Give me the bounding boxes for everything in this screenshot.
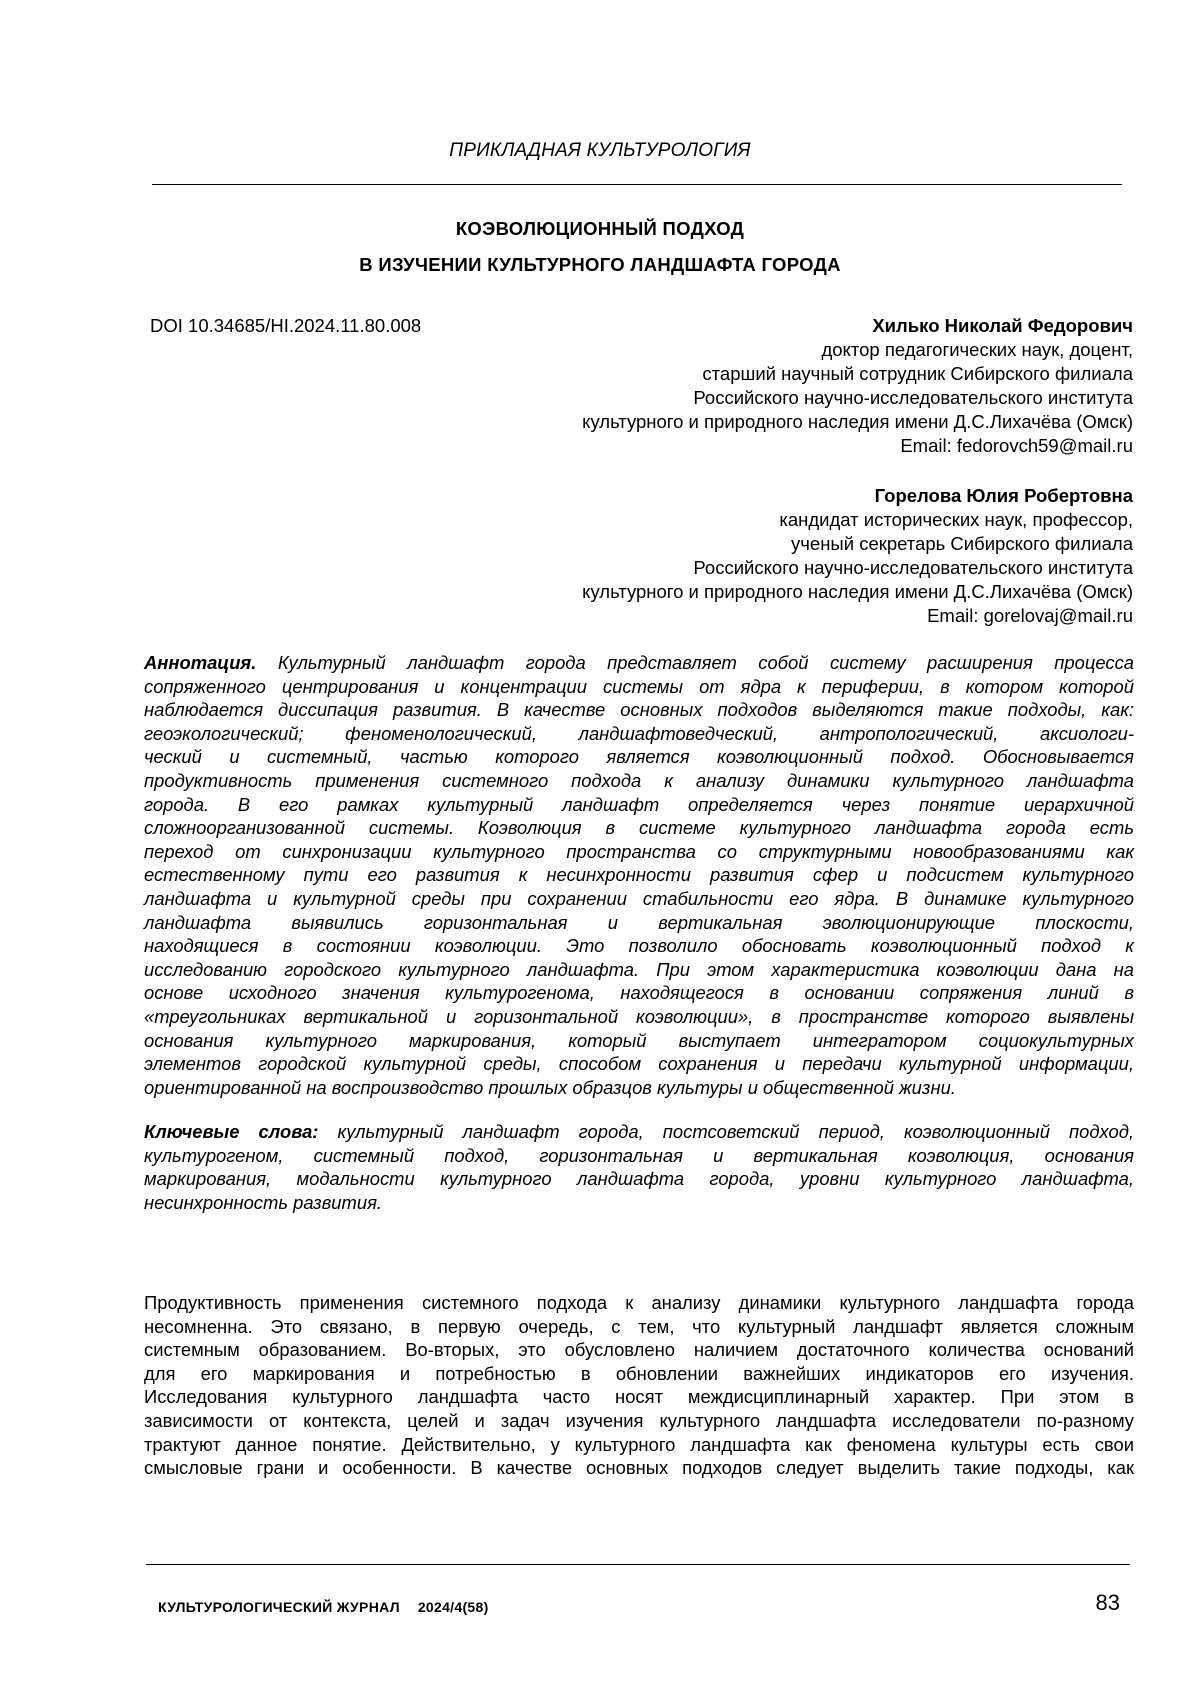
keywords-line (144, 1120, 1134, 1144)
header-rule (152, 184, 1122, 185)
author-degree: кандидат исторических наук, профессор, (779, 509, 1133, 530)
abstract-line: ландшафта выявились горизонтальная и вертикальная эволюционирующие плоскости, (144, 911, 1134, 933)
author-email: Email: fedorovch59@mail.ru (900, 435, 1133, 456)
journal-name: КУЛЬТУРОЛОГИЧЕСКИЙ ЖУРНАЛ (158, 1599, 400, 1615)
abstract-line: геоэкологический; феноменологический, ландшафтоведческий, антропологический, аксиологи- (144, 722, 1134, 744)
keywords-line: культурогеном, системный подход, горизонтальная и вертикальная коэволюция, основания (144, 1144, 1134, 1166)
abstract-label: Аннотация. (144, 652, 257, 673)
author-position: ученый секретарь Сибирского филиала (791, 533, 1133, 554)
abstract-line: естественному пути его развития к несинхронности развития сфер и подсистем культурного (144, 864, 1134, 886)
abstract-line: продуктивность применения системного подхода к анализу динамики культурного ландшафта (144, 769, 1134, 791)
body-paragraph (144, 1291, 1134, 1480)
author-name: Хилько Николай Федорович (872, 315, 1133, 336)
keywords-text: культурный ландшафт города, постсоветский период, коэволюционный подход, (318, 1121, 1134, 1142)
abstract-line: ориентированной на воспроизводство прошлых образцов культуры и общественной жизни. (144, 1076, 956, 1098)
body-line: трактуют данное понятие. Действительно, у культурного ландшафта как феномена культуры есть свои (144, 1433, 1134, 1455)
footer-rule (146, 1564, 1130, 1565)
author-position: старший научный сотрудник Сибирского филиала (702, 363, 1133, 384)
abstract-line: «треугольниках вертикальной и горизонтальной коэволюции», в пространстве которого выявлены (144, 1005, 1134, 1027)
abstract-line (144, 651, 1134, 675)
keywords-label: Ключевые слова: (144, 1121, 319, 1142)
body-line: смысловые грани и особенности. В качестве основных подходов следует выделить такие подходы, как (144, 1457, 1134, 1479)
author-institution: Российского научно-исследовательского института (693, 557, 1133, 578)
author-email: Email: gorelovaj@mail.ru (927, 605, 1133, 626)
author-block-2 (433, 484, 1133, 628)
keywords-line: маркирования, модальности культурного ландшафта города, уровни культурного ландшафта, (144, 1168, 1134, 1190)
abstract-line: находящиеся в состоянии коэволюции. Это позволило обосновать коэволюционный подход к (144, 935, 1134, 957)
abstract-line: сопряженного центрирования и концентрации системы от ядра к периферии, в котором которой (144, 675, 1134, 697)
body-line: несомненна. Это связано, в первую очередь, с тем, что культурный ландшафт является сложным (144, 1315, 1134, 1337)
keywords (144, 1120, 1134, 1214)
abstract-line: основе исходного значения культурогенома, находящегося в основании сопряжения линий в (144, 982, 1134, 1004)
abstract-line: элементов городской культурной среды, способом сохранения и передачи культурной информации, (144, 1053, 1134, 1075)
abstract-line: переход от синхронизации культурного пространства со структурными новообразованиями как (144, 840, 1134, 862)
author-institution-cont: культурного и природного наследия имени Д.С.Лихачёва (Омск) (582, 581, 1133, 602)
abstract-line: ческий и системный, частью которого является коэволюционный подход. Обосновывается (144, 746, 1134, 768)
author-name: Горелова Юлия Робертовна (874, 485, 1133, 506)
keywords-line: несинхронность развития. (144, 1191, 383, 1213)
body-line: Продуктивность применения системного подхода к анализу динамики культурного ландшафта города (144, 1292, 1134, 1313)
author-degree: доктор педагогических наук, доцент, (821, 339, 1133, 360)
author-block-1 (433, 314, 1133, 458)
abstract-line: города. В его рамках культурный ландшафт определяется через понятие иерархичной (144, 793, 1134, 815)
section-header: ПРИКЛАДНАЯ КУЛЬТУРОЛОГИЯ (449, 140, 751, 161)
abstract-line: основания культурного маркирования, который выступает интегратором социокультурных (144, 1029, 1134, 1051)
journal-issue: 2024/4(58) (417, 1599, 489, 1615)
abstract-line: сложноорганизованной системы. Коэволюция в системе культурного ландшафта города есть (144, 817, 1134, 839)
abstract-line: исследованию городского культурного ландшафта. При этом характеристика коэволюции дана на (144, 958, 1134, 980)
abstract-line: ландшафта и культурной среды при сохранении стабильности его ядра. В динамике культурного (144, 887, 1134, 909)
body-line: зависимости от контекста, целей и задач изучения культурного ландшафта исследователи по-разному (144, 1409, 1134, 1431)
author-institution-cont: культурного и природного наследия имени Д.С.Лихачёва (Омск) (582, 411, 1133, 432)
doi: DOI 10.34685/HI.2024.11.80.008 (150, 315, 422, 336)
body-line: Исследования культурного ландшафта часто носят междисциплинарный характер. При этом в (144, 1386, 1134, 1408)
article-title-line-1: КОЭВОЛЮЦИОННЫЙ ПОДХОД (455, 218, 745, 239)
author-institution: Российского научно-исследовательского института (693, 387, 1133, 408)
article-title-line-2: В ИЗУЧЕНИИ КУЛЬТУРНОГО ЛАНДШАФТА ГОРОДА (359, 254, 841, 275)
footer-journal (158, 1599, 489, 1615)
body-line: для его маркирования и потребностью в обновлении важнейших индикаторов его изучения. (144, 1362, 1134, 1384)
abstract-text: Культурный ландшафт города представляет собой систему расширения процесса (256, 652, 1134, 673)
body-line: системным образованием. Во-вторых, это обусловлено наличием достаточного количества оснований (144, 1339, 1134, 1361)
abstract-line: наблюдается диссипация развития. В качестве основных подходов выделяются такие подходы, как: (144, 699, 1134, 721)
page-number: 83 (1095, 1590, 1120, 1615)
abstract (144, 651, 1134, 1099)
